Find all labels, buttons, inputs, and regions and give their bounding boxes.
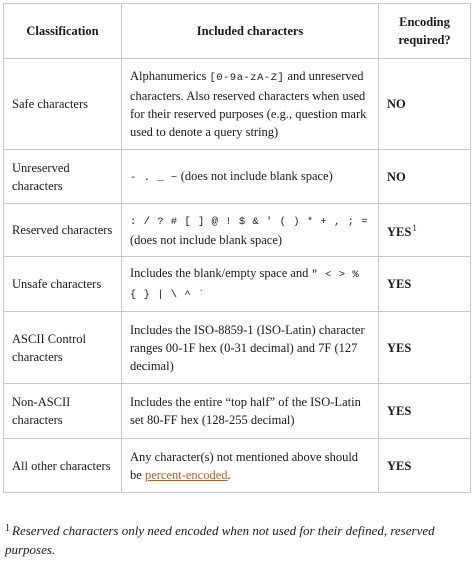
header-included-characters: Included characters [122,4,379,59]
included-text: (does not include blank space) [177,168,333,183]
included-code: " < > % { } | \ ^ ` [130,269,360,301]
row-classification: Unreserved characters [4,150,122,204]
included-code: - . _ ~ [130,171,178,184]
row-encoding-required [379,204,471,257]
header-classification: Classification [4,4,122,59]
row-encoding-required: YES [379,439,471,493]
row-classification: Non-ASCII characters [4,384,122,439]
table-row [4,257,471,312]
included-text: . [227,467,231,482]
included-text: Alphanumerics [130,69,210,83]
included-text: Any character(s) not mentioned above should be [130,449,359,482]
table-row [4,439,471,493]
row-included-characters [122,150,379,204]
table-row [4,312,471,384]
row-classification: Safe characters [4,59,122,150]
footnote [5,519,467,559]
table-header-row [4,4,471,59]
row-included-characters: Includes the ISO-8859-1 (ISO-Latin) character ranges 00-1F hex (0-31 decimal) and 7F (127 decimal) [122,312,379,384]
footnote-marker: 1 [412,223,417,233]
row-encoding-required: NO [379,150,471,204]
row-included-characters [122,59,379,150]
encoding-table [3,3,471,493]
encoding-value: YES [387,225,412,239]
row-classification: ASCII Control characters [4,312,122,384]
row-classification: Unsafe characters [4,257,122,312]
included-text: Includes the blank/empty space and [130,266,312,280]
included-code: : / ? # [ ] @ ! $ & ' ( ) * + , ; = [130,216,369,228]
table-row [4,204,471,257]
row-included-characters [122,257,379,312]
row-classification: Reserved characters [4,204,122,257]
header-encoding-required: Encoding required? [379,4,471,59]
included-code: [0-9a-zA-Z] [209,72,285,84]
included-text: (does not include blank space) [130,233,283,247]
table-row [4,384,471,439]
footnote-marker: 1 [5,523,10,534]
table-row [4,59,471,150]
table-row [4,150,471,204]
row-encoding-required: YES [379,312,471,384]
included-text: and unreserved characters. Also reserved characters when used for their reserved purposes (e.g., question mark used to denote a query string) [130,69,367,139]
row-included-characters [122,439,379,493]
percent-encoded-link[interactable]: percent-encoded [144,467,228,482]
row-encoding-required: YES [379,257,471,312]
row-encoding-required: NO [379,59,471,150]
row-classification: All other characters [4,439,122,493]
row-encoding-required: YES [379,384,471,439]
row-included-characters: Includes the entire “top half” of the ISO-Latin set 80-FF hex (128-255 decimal) [122,384,379,439]
footnote-text: Reserved characters only need encoded when not used for their defined, reserved purposes. [5,523,435,557]
row-included-characters [122,204,379,257]
